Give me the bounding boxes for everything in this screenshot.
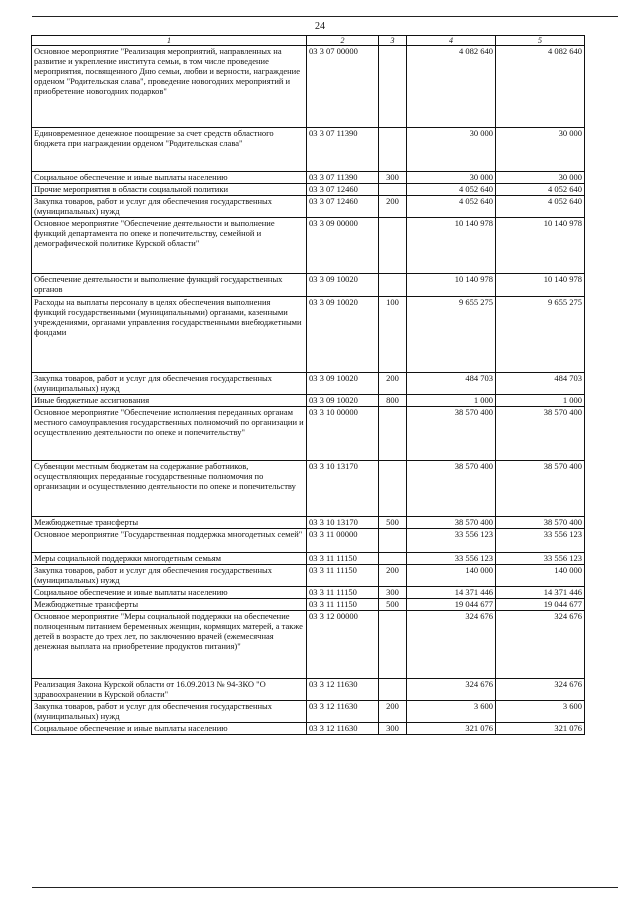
row-code-cell: 03 3 10 13170 xyxy=(307,461,379,517)
row-value-cell: 324 676 xyxy=(496,679,585,701)
row-type-cell xyxy=(379,529,407,553)
row-value-cell: 4 052 640 xyxy=(407,196,496,218)
row-value-cell: 19 044 677 xyxy=(407,599,496,611)
row-type-cell: 100 xyxy=(379,297,407,373)
header-cell: 2 xyxy=(307,36,379,46)
row-value-cell: 30 000 xyxy=(407,172,496,184)
row-value-cell: 4 082 640 xyxy=(407,46,496,128)
row-code-cell: 03 3 12 11630 xyxy=(307,701,379,723)
row-type-cell: 300 xyxy=(379,723,407,735)
row-code-cell: 03 3 11 00000 xyxy=(307,529,379,553)
table-row xyxy=(32,701,585,723)
table-row xyxy=(32,218,585,274)
row-name-cell: Межбюджетные трансферты xyxy=(32,517,307,529)
row-value-cell: 484 703 xyxy=(407,373,496,395)
row-name-cell: Основное мероприятие "Обеспечение исполнения переданных органам местного самоуправления государственных полномочий по организации и осуществлению деятельности по опеке и попечительству" xyxy=(32,407,307,461)
bottom-rule xyxy=(32,887,618,888)
row-name-cell: Основное мероприятие "Меры социальной поддержки на обеспечение полноценным питанием беременных женщин, кормящих матерей, а также детей в возрасте до трех лет, по заключению врачей (ежемесячная денежная выплата на приобретение продуктов питания)" xyxy=(32,611,307,679)
row-name-cell: Социальное обеспечение и иные выплаты населению xyxy=(32,587,307,599)
table-row xyxy=(32,274,585,297)
row-code-cell: 03 3 12 11630 xyxy=(307,679,379,701)
table-header-row xyxy=(32,36,585,46)
row-type-cell xyxy=(379,128,407,172)
row-value-cell: 33 556 123 xyxy=(407,529,496,553)
row-value-cell: 4 082 640 xyxy=(496,46,585,128)
row-value-cell: 10 140 978 xyxy=(496,274,585,297)
table-row xyxy=(32,679,585,701)
row-type-cell: 500 xyxy=(379,517,407,529)
row-value-cell: 14 371 446 xyxy=(407,587,496,599)
header-cell: 5 xyxy=(496,36,585,46)
row-code-cell: 03 3 07 12460 xyxy=(307,184,379,196)
row-name-cell: Основное мероприятие "Реализация мероприятий, направленных на развитие и укрепление института семьи, в том числе проведение мероприятия, посвященного Дню семьи, любви и верности, награждение орденом "Родительская слава", проведение новогодних мероприятий и приобретение новогодних подарков" xyxy=(32,46,307,128)
row-type-cell xyxy=(379,679,407,701)
row-type-cell: 500 xyxy=(379,599,407,611)
row-value-cell: 10 140 978 xyxy=(407,274,496,297)
row-value-cell: 9 655 275 xyxy=(496,297,585,373)
row-value-cell: 10 140 978 xyxy=(407,218,496,274)
row-name-cell: Расходы на выплаты персоналу в целях обеспечения выполнения функций государственными (муниципальными) органами, казенными учреждениями, органами управления государственными внебюджетными фондами xyxy=(32,297,307,373)
row-code-cell: 03 3 10 13170 xyxy=(307,517,379,529)
row-name-cell: Субвенции местным бюджетам на содержание работников, осуществляющих переданные государственные полномочия по организации и осуществлению деятельности по опеке и попечительству xyxy=(32,461,307,517)
budget-table xyxy=(31,35,585,735)
row-value-cell: 1 000 xyxy=(496,395,585,407)
row-value-cell: 33 556 123 xyxy=(496,529,585,553)
row-code-cell: 03 3 11 11150 xyxy=(307,553,379,565)
table-row xyxy=(32,599,585,611)
row-code-cell: 03 3 07 12460 xyxy=(307,196,379,218)
row-name-cell: Основное мероприятие "Обеспечение деятельности и выполнение функций департамента по опеке и попечительству, семейной и демографической политике Курской области" xyxy=(32,218,307,274)
row-type-cell xyxy=(379,407,407,461)
row-type-cell: 300 xyxy=(379,172,407,184)
table-row xyxy=(32,395,585,407)
row-name-cell: Прочие мероприятия в области социальной политики xyxy=(32,184,307,196)
row-code-cell: 03 3 07 11390 xyxy=(307,128,379,172)
table-row xyxy=(32,565,585,587)
table-row xyxy=(32,128,585,172)
row-value-cell: 4 052 640 xyxy=(496,196,585,218)
table-row xyxy=(32,553,585,565)
row-code-cell: 03 3 09 10020 xyxy=(307,274,379,297)
row-code-cell: 03 3 07 11390 xyxy=(307,172,379,184)
row-value-cell: 4 052 640 xyxy=(407,184,496,196)
row-type-cell xyxy=(379,274,407,297)
row-name-cell: Закупка товаров, работ и услуг для обеспечения государственных (муниципальных) нужд xyxy=(32,701,307,723)
row-value-cell: 30 000 xyxy=(496,172,585,184)
row-code-cell: 03 3 10 00000 xyxy=(307,407,379,461)
row-name-cell: Закупка товаров, работ и услуг для обеспечения государственных (муниципальных) нужд xyxy=(32,373,307,395)
row-value-cell: 140 000 xyxy=(496,565,585,587)
row-value-cell: 10 140 978 xyxy=(496,218,585,274)
row-value-cell: 324 676 xyxy=(407,611,496,679)
table-row xyxy=(32,723,585,735)
row-value-cell: 38 570 400 xyxy=(407,461,496,517)
row-value-cell: 321 076 xyxy=(496,723,585,735)
header-cell: 4 xyxy=(407,36,496,46)
row-code-cell: 03 3 09 10020 xyxy=(307,373,379,395)
header-cell: 1 xyxy=(32,36,307,46)
row-value-cell: 38 570 400 xyxy=(407,407,496,461)
row-type-cell: 200 xyxy=(379,196,407,218)
row-value-cell: 324 676 xyxy=(407,679,496,701)
row-type-cell: 800 xyxy=(379,395,407,407)
row-code-cell: 03 3 12 00000 xyxy=(307,611,379,679)
row-value-cell: 321 076 xyxy=(407,723,496,735)
row-name-cell: Социальное обеспечение и иные выплаты населению xyxy=(32,723,307,735)
row-type-cell xyxy=(379,553,407,565)
row-value-cell: 19 044 677 xyxy=(496,599,585,611)
row-code-cell: 03 3 11 11150 xyxy=(307,587,379,599)
row-value-cell: 484 703 xyxy=(496,373,585,395)
row-name-cell: Межбюджетные трансферты xyxy=(32,599,307,611)
row-type-cell xyxy=(379,611,407,679)
table-row xyxy=(32,46,585,128)
row-code-cell: 03 3 09 10020 xyxy=(307,395,379,407)
row-type-cell xyxy=(379,218,407,274)
row-type-cell: 200 xyxy=(379,373,407,395)
row-code-cell: 03 3 12 11630 xyxy=(307,723,379,735)
row-name-cell: Меры социальной поддержки многодетным семьям xyxy=(32,553,307,565)
header-cell: 3 xyxy=(379,36,407,46)
row-value-cell: 38 570 400 xyxy=(496,407,585,461)
row-name-cell: Единовременное денежное поощрение за счет средств областного бюджета при награждении орденом "Родительская слава" xyxy=(32,128,307,172)
row-name-cell: Основное мероприятие "Государственная поддержка многодетных семей" xyxy=(32,529,307,553)
row-type-cell xyxy=(379,184,407,196)
table-row xyxy=(32,373,585,395)
row-name-cell: Иные бюджетные ассигнования xyxy=(32,395,307,407)
table-row xyxy=(32,611,585,679)
row-value-cell: 324 676 xyxy=(496,611,585,679)
row-value-cell: 38 570 400 xyxy=(496,517,585,529)
table-row xyxy=(32,587,585,599)
row-name-cell: Закупка товаров, работ и услуг для обеспечения государственных (муниципальных) нужд xyxy=(32,196,307,218)
row-value-cell: 4 052 640 xyxy=(496,184,585,196)
row-code-cell: 03 3 11 11150 xyxy=(307,599,379,611)
row-code-cell: 03 3 09 00000 xyxy=(307,218,379,274)
row-value-cell: 38 570 400 xyxy=(496,461,585,517)
top-rule xyxy=(32,16,618,17)
row-value-cell: 33 556 123 xyxy=(496,553,585,565)
row-code-cell: 03 3 07 00000 xyxy=(307,46,379,128)
row-value-cell: 140 000 xyxy=(407,565,496,587)
row-value-cell: 33 556 123 xyxy=(407,553,496,565)
table-row xyxy=(32,461,585,517)
table-row xyxy=(32,196,585,218)
row-code-cell: 03 3 11 11150 xyxy=(307,565,379,587)
row-value-cell: 1 000 xyxy=(407,395,496,407)
row-name-cell: Реализация Закона Курской области от 16.09.2013 № 94-ЗКО "О здравоохранении в Курской области" xyxy=(32,679,307,701)
row-name-cell: Социальное обеспечение и иные выплаты населению xyxy=(32,172,307,184)
row-value-cell: 3 600 xyxy=(407,701,496,723)
row-value-cell: 9 655 275 xyxy=(407,297,496,373)
page-number: 24 xyxy=(315,21,325,32)
row-value-cell: 30 000 xyxy=(496,128,585,172)
row-type-cell xyxy=(379,46,407,128)
row-value-cell: 38 570 400 xyxy=(407,517,496,529)
table-row xyxy=(32,407,585,461)
row-type-cell: 300 xyxy=(379,587,407,599)
row-value-cell: 30 000 xyxy=(407,128,496,172)
table-row xyxy=(32,529,585,553)
row-type-cell: 200 xyxy=(379,701,407,723)
table-row xyxy=(32,517,585,529)
row-name-cell: Обеспечение деятельности и выполнение функций государственных органов xyxy=(32,274,307,297)
table-row xyxy=(32,184,585,196)
row-name-cell: Закупка товаров, работ и услуг для обеспечения государственных (муниципальных) нужд xyxy=(32,565,307,587)
table-row xyxy=(32,297,585,373)
row-value-cell: 3 600 xyxy=(496,701,585,723)
row-value-cell: 14 371 446 xyxy=(496,587,585,599)
row-code-cell: 03 3 09 10020 xyxy=(307,297,379,373)
table-row xyxy=(32,172,585,184)
row-type-cell: 200 xyxy=(379,565,407,587)
row-type-cell xyxy=(379,461,407,517)
